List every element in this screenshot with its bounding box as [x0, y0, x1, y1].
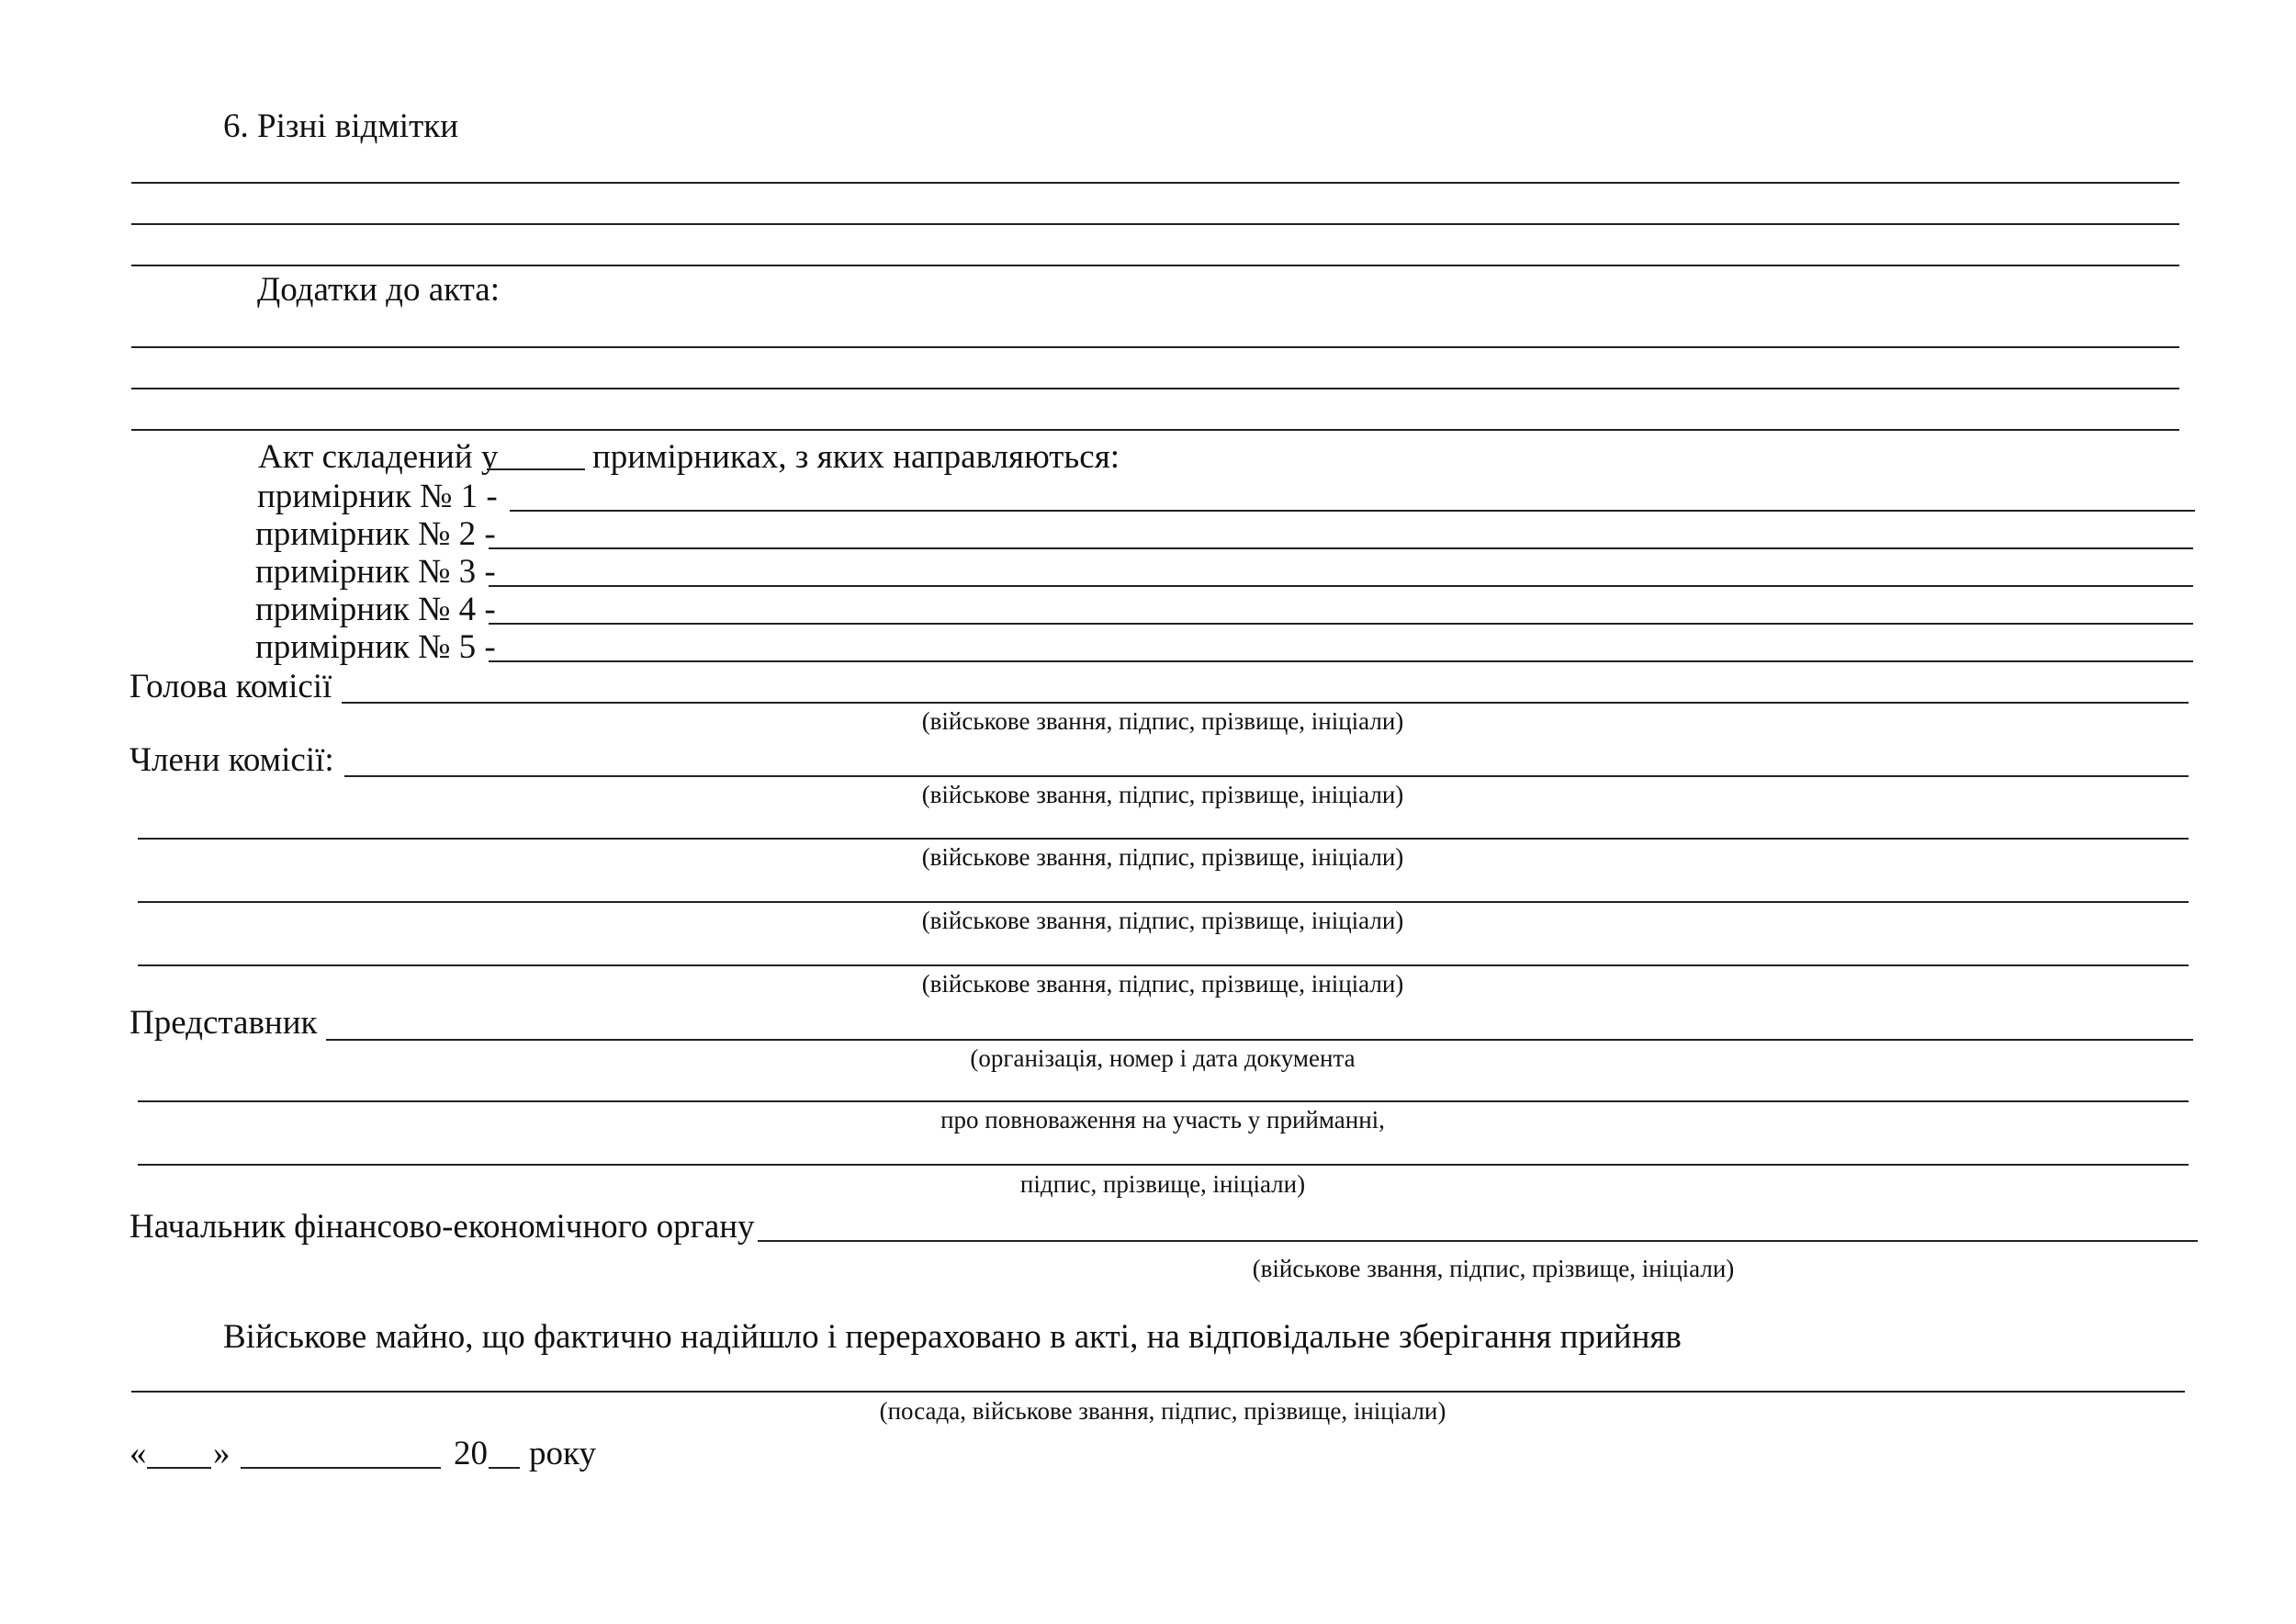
finance-head-label: Начальник фінансово-економічного органу: [129, 1208, 755, 1246]
copies-intro-before: Акт складений у: [258, 438, 499, 476]
copy-2-label: примірник № 2 -: [255, 515, 496, 553]
custody-caption: (посада, військове звання, підпис, прізвище, ініціали): [879, 1397, 1446, 1425]
copy-2-line[interactable]: [489, 547, 2193, 549]
copy-4-line[interactable]: [489, 623, 2193, 625]
appendices-line-3[interactable]: [131, 429, 2179, 431]
member-2-caption: (військове звання, підпис, прізвище, ініціали): [921, 843, 1404, 871]
finance-head-caption: (військове звання, підпис, прізвище, ініціали): [1252, 1255, 1735, 1282]
member-1-caption: (військове звання, підпис, прізвище, ініціали): [921, 781, 1404, 808]
chairman-signature-line[interactable]: [342, 702, 2189, 704]
representative-label: Представник: [129, 1004, 318, 1042]
representative-line-2[interactable]: [138, 1100, 2189, 1102]
copies-count-line[interactable]: [487, 468, 585, 470]
date-month-line[interactable]: [241, 1467, 441, 1469]
copy-3-label: примірник № 3 -: [255, 553, 496, 591]
chairman-label: Голова комісії: [129, 668, 332, 705]
remarks-line-1[interactable]: [131, 182, 2179, 184]
member-4-caption: (військове звання, підпис, прізвище, ініціали): [921, 970, 1404, 998]
copy-4-label: примірник № 4 -: [255, 591, 496, 628]
section-title: 6. Різні відмітки: [223, 107, 459, 145]
appendices-line-2[interactable]: [131, 388, 2179, 389]
representative-caption-2: про повноваження на участь у прийманні,: [940, 1106, 1385, 1133]
custody-text: Військове майно, що фактично надійшло і перераховано в акті, на відповідальне зберігання прийняв: [223, 1318, 1682, 1356]
remarks-line-3[interactable]: [131, 265, 2179, 266]
copy-1-line[interactable]: [510, 510, 2195, 512]
member-3-caption: (військове звання, підпис, прізвище, ініціали): [921, 907, 1404, 934]
date-year-suffix: року: [529, 1435, 596, 1472]
date-day-line[interactable]: [147, 1467, 211, 1469]
members-label: Члени комісії:: [129, 741, 334, 779]
date-close-quote: »: [213, 1435, 231, 1472]
member-1-signature-line[interactable]: [344, 775, 2189, 777]
copy-3-line[interactable]: [489, 585, 2193, 587]
member-3-signature-line[interactable]: [138, 901, 2189, 903]
copy-5-line[interactable]: [489, 660, 2193, 662]
member-2-signature-line[interactable]: [138, 838, 2189, 840]
date-year-line[interactable]: [489, 1467, 520, 1469]
custody-signature-line[interactable]: [131, 1391, 2185, 1393]
representative-caption-1: (організація, номер і дата документа: [970, 1044, 1356, 1072]
chairman-caption: (військове звання, підпис, прізвище, ініціали): [921, 707, 1404, 735]
representative-caption-3: підпис, прізвище, ініціали): [1019, 1170, 1306, 1198]
date-open-quote: «: [129, 1435, 147, 1472]
appendices-line-1[interactable]: [131, 346, 2179, 348]
appendices-label: Додатки до акта:: [257, 271, 500, 309]
remarks-line-2[interactable]: [131, 223, 2179, 225]
date-year-prefix: 20: [454, 1435, 488, 1472]
copies-intro-after: примірниках, з яких направляються:: [592, 438, 1120, 476]
representative-line-1[interactable]: [326, 1039, 2193, 1041]
finance-head-signature-line[interactable]: [758, 1240, 2198, 1242]
representative-line-3[interactable]: [138, 1164, 2189, 1166]
member-4-signature-line[interactable]: [138, 964, 2189, 966]
copy-5-label: примірник № 5 -: [255, 628, 496, 666]
copy-1-label: примірник № 1 -: [257, 478, 498, 515]
